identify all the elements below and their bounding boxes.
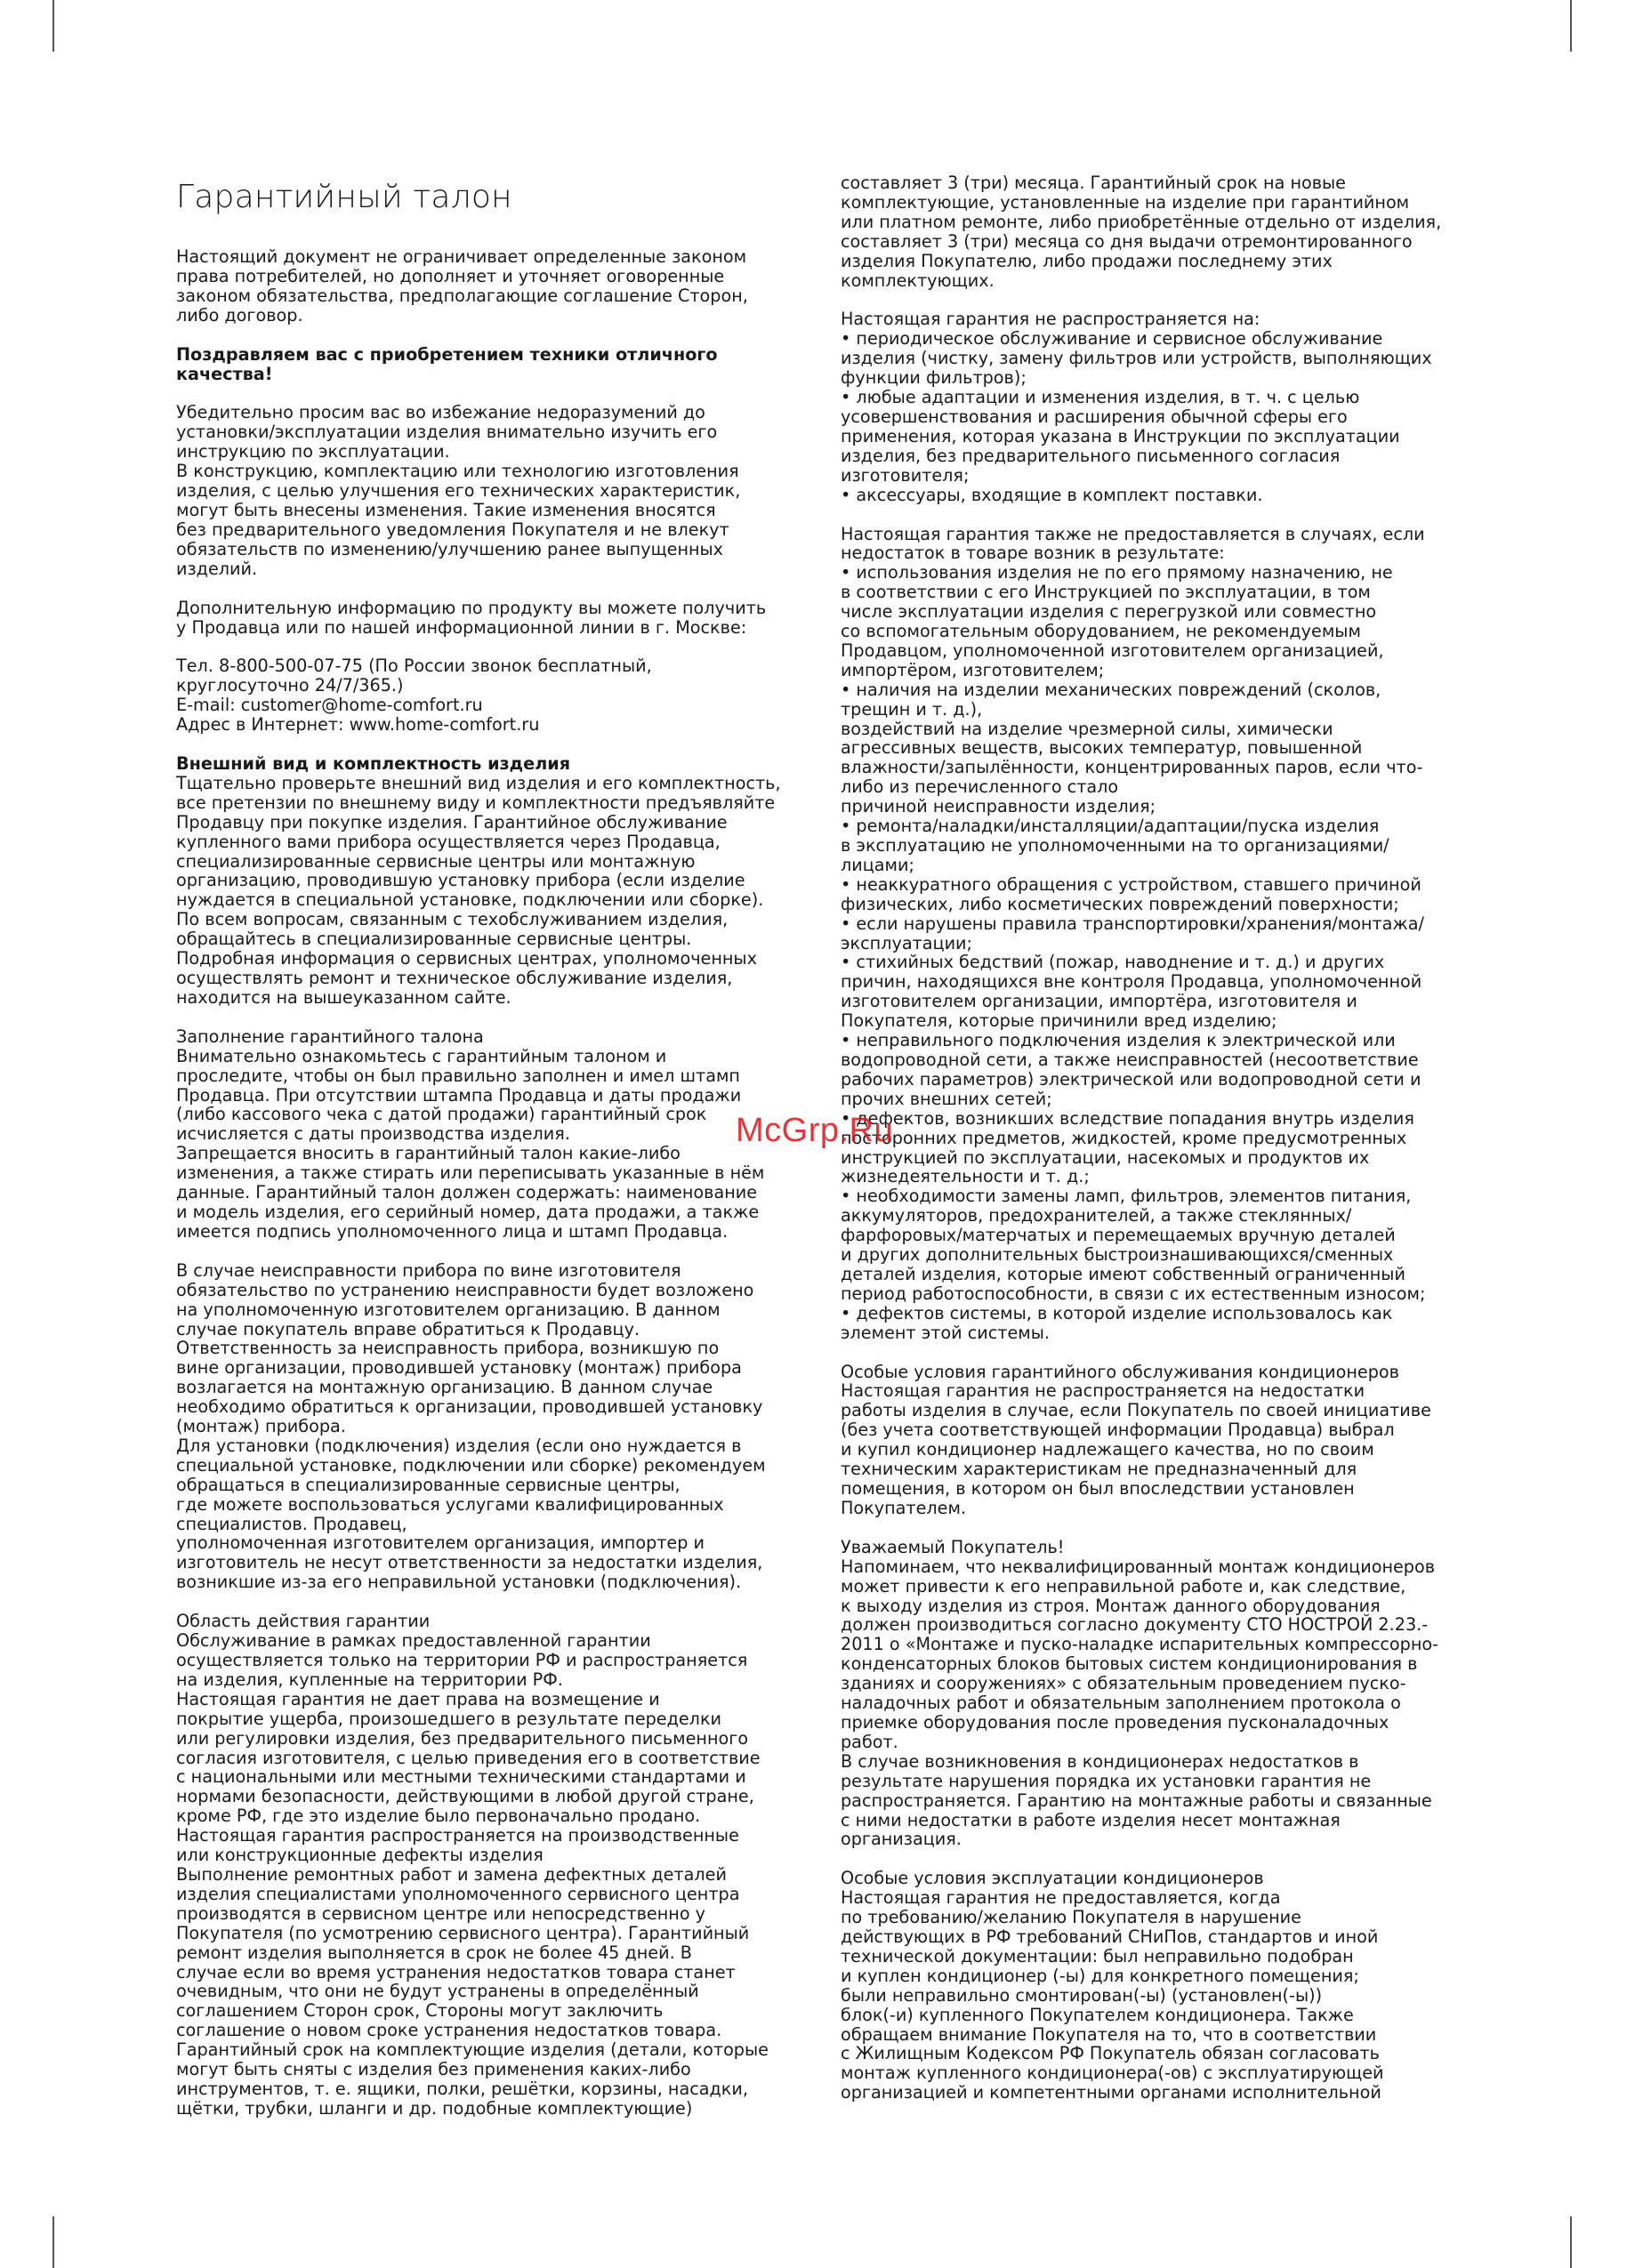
page-title: Гарантийный талон [176, 179, 512, 215]
text-line: причиной неисправности изделия; [841, 796, 1156, 817]
text-line: купленного вами прибора осуществляется через Продавца, [176, 831, 721, 852]
paragraph [176, 345, 803, 384]
text-line: Тщательно проверьте внешний вид изделия и его комплектность, [176, 772, 781, 793]
text-line: Ответственность за неисправность прибора, возникшую по [176, 1338, 720, 1359]
text-line: обязательство по устранению неисправности будет возложено [176, 1279, 754, 1300]
text-line: Уважаемый Покупатель! [841, 1536, 1065, 1557]
text-line: случае если во время устранения недостатков товара станет [176, 1961, 736, 1982]
text-line: исчисляется с даты производства изделия. [176, 1123, 570, 1145]
text-line: посторонних предметов, жидкостей, кроме предусмотренных [841, 1127, 1407, 1148]
text-line: составляет 3 (три) месяца. Гарантийный срок на новые [841, 173, 1346, 193]
text-line: распространяется. Гарантию на монтажные работы и связанные [841, 1789, 1432, 1811]
text-line: к выходу изделия из строя. Монтаж данного оборудования [841, 1595, 1381, 1616]
text-line: могут быть сняты с изделия без применения каких-либо [176, 2059, 691, 2080]
crop-mark-top-right [1570, 0, 1572, 52]
text-line: в соответствии с его Инструкцией по эксплуатации, в том [841, 582, 1371, 603]
paragraph [176, 1027, 803, 1242]
text-line: данные. Гарантийный талон должен содержать: наименование [176, 1182, 758, 1203]
text-line: • использования изделия не по его прямому назначению, не [841, 562, 1393, 583]
text-line: импортёром, изготовителем; [841, 659, 1105, 680]
text-line: • ремонта/наладки/инсталляции/адаптации/пуска изделия [841, 816, 1380, 837]
text-line: применения, которая указана в Инструкции по эксплуатации [841, 425, 1400, 446]
text-line: Заполнение гарантийного талона [176, 1025, 484, 1047]
text-line: Обслуживание в рамках предоставленной гарантии [176, 1630, 651, 1652]
left-column [176, 178, 803, 2138]
text-line: изделия, с целью улучшения его технических характеристик, [176, 480, 741, 502]
text-line: кроме РФ, где это изделие было первоначально продано. [176, 1806, 701, 1827]
text-line: обращаться в специализированные сервисные центры, [176, 1474, 681, 1495]
paragraph [176, 1612, 803, 2119]
crop-mark-top-left [52, 0, 54, 52]
text-line: конденсаторных блоков бытовых систем кондиционирования в [841, 1653, 1418, 1675]
text-line: действующих в РФ требований СНиПов, стандартов и иной [841, 1926, 1379, 1948]
text-line: (либо кассового чека с датой продажи) гарантийный срок [176, 1104, 707, 1125]
text-line: Выполнение ремонтных работ и замена дефектных деталей [176, 1863, 727, 1885]
text-line: по требованию/желанию Покупателя в нарушение [841, 1907, 1301, 1928]
text-line: недостаток в товаре возник в результате: [841, 543, 1225, 564]
text-line: Настоящая гарантия распространяется на производственные [176, 1825, 739, 1846]
text-line: Покупателя, которые причинили вред изделию; [841, 1010, 1277, 1032]
text-line: возникшие из-за его неправильной установки (подключения). [176, 1572, 742, 1593]
text-line: Поздравляем вас с приобретением техники отличного [176, 343, 718, 365]
text-line: организацию, проводившую установку прибора (если изделие [176, 870, 745, 891]
text-line: • стихийных бедствий (пожар, наводнение и т. д.) и других [841, 952, 1385, 973]
text-line: помещения, в котором он был впоследствии установлен [841, 1478, 1355, 1499]
text-line: результате нарушения порядка их установки гарантия не [841, 1770, 1372, 1791]
text-line: техническим характеристикам не предназначенный для [841, 1459, 1357, 1480]
text-line: специалистов. Продавец, [176, 1513, 407, 1534]
text-line: без предварительного уведомления Покупателя и не влекут [176, 519, 729, 540]
text-line: уполномоченная изготовителем организация, импортер и [176, 1532, 705, 1554]
watermark: McGrp.Ru [736, 1112, 894, 1149]
text-line: изготовителя; [841, 464, 970, 486]
text-line: приемке оборудования после проведения пусконаладочных [841, 1711, 1389, 1733]
text-line: работ. [841, 1731, 898, 1752]
text-line: качества! [176, 363, 273, 384]
text-line: на изделия, купленные на территории РФ. [176, 1669, 563, 1690]
text-line: инструкцию по эксплуатации. [176, 441, 450, 462]
text-line: у Продавца или по нашей информационной линии в г. Москве: [176, 616, 747, 638]
text-line: и других дополнительных быстроизнашивающихся/сменных [841, 1244, 1394, 1266]
text-line: В случае возникновения в кондиционерах недостатков в [841, 1750, 1359, 1772]
text-line: изделия Покупателю, либо продажи последнему этих [841, 250, 1333, 271]
text-line: В случае неисправности прибора по вине изготовителя [176, 1259, 681, 1281]
paragraph [176, 1261, 803, 1592]
text-line: составляет 3 (три) месяца со дня выдачи отремонтированного [841, 230, 1413, 252]
text-line: Напоминаем, что неквалифицированный монтаж кондиционеров [841, 1556, 1436, 1577]
text-line: возлагается на монтажную организацию. В данном случае [176, 1377, 713, 1398]
text-line: агрессивных веществ, высоких температур, повышенной [841, 737, 1363, 759]
text-line: Настоящая гарантия не распространяется на недостатки [841, 1380, 1365, 1402]
right-column-body [841, 173, 1468, 2103]
text-line: изделия (чистку, замену фильтров или устройств, выполняющих [841, 348, 1432, 369]
text-line: изготовитель не несут ответственности за недостатки изделия, [176, 1552, 763, 1573]
text-line: организацией и компетентными органами исполнительной [841, 2082, 1381, 2103]
text-line: Особые условия эксплуатации кондиционеров [841, 1868, 1264, 1889]
text-line: щётки, трубки, шланги и др. подобные комплектующие) [176, 2097, 693, 2119]
text-line: изделия специалистами уполномоченного сервисного центра [176, 1883, 740, 1904]
crop-mark-bottom-left [52, 2216, 54, 2268]
text-line: Покупателем. [841, 1497, 967, 1518]
text-line: изменения, а также стирать или переписывать указанные в нём [176, 1162, 765, 1184]
text-line: осуществлять ремонт и техническое обслуживание изделия, [176, 968, 733, 988]
text-line: круглосуточно 24/7/365.) [176, 675, 404, 696]
paragraph [841, 173, 1468, 290]
text-line: или регулировки изделия, без предварительного письменного [176, 1727, 749, 1749]
text-line: Покупателя (по усмотрению сервисного центра). Гарантийный [176, 1922, 750, 1943]
text-line: Адрес в Интернет: www.home-comfort.ru [176, 714, 540, 736]
text-line: соглашение о новом сроке устранения недостатков товара. [176, 2020, 722, 2041]
text-line: • дефектов, возникших вследствие попадания внутрь изделия [841, 1107, 1414, 1129]
text-line: Особые условия гарантийного обслуживания кондиционеров [841, 1361, 1399, 1382]
text-line: Настоящая гарантия не дает права на возмещение и [176, 1688, 660, 1709]
text-line: (без учета соответствующей информации Продавца) выбрал [841, 1420, 1395, 1441]
text-line: Для установки (подключения) изделия (если оно нуждается в [176, 1435, 742, 1456]
text-line: • периодическое обслуживание и сервисное обслуживание [841, 328, 1383, 350]
text-line: вине организации, проводившей установку (монтаж) прибора [176, 1357, 742, 1379]
paragraph [841, 1869, 1468, 2103]
text-line: В конструкцию, комплектацию или технологию изготовления [176, 461, 739, 482]
text-line: и купил кондиционер надлежащего качества, но по своим [841, 1439, 1374, 1460]
text-line: жизнедеятельности и т. д.; [841, 1166, 1090, 1187]
paragraph [176, 247, 803, 326]
text-line: влажности/запылённости, концентрированных паров, если что- [841, 757, 1423, 778]
text-line: • если нарушены правила транспортировки/хранения/монтажа/ [841, 913, 1424, 934]
text-line: Настоящая гарантия не распространяется на: [841, 309, 1260, 330]
text-line: лицами; [841, 854, 914, 875]
text-line: соглашением Сторон срок, Стороны могут заключить [176, 2000, 664, 2022]
text-line: период работоспособности, в связи с их естественным износом; [841, 1283, 1426, 1304]
text-line: Настоящая гарантия не предоставляется, когда [841, 1887, 1281, 1909]
text-line: • необходимости замены ламп, фильтров, элементов питания, [841, 1186, 1412, 1207]
text-line: Настоящий документ не ограничивает определенные законом [176, 246, 747, 267]
text-line: инструментов, т. е. ящики, полки, решётки, корзины, насадки, [176, 2078, 748, 2099]
text-line: Продавцу при покупке изделия. Гарантийное обслуживание [176, 811, 728, 832]
text-line: с Жилищным Кодексом РФ Покупатель обязан согласовать [841, 2043, 1380, 2064]
text-line: фарфоровых/матерчатых и перемещаемых вручную деталей [841, 1225, 1396, 1246]
text-line: Тел. 8-800-500-07-75 (По России звонок бесплатный, [176, 655, 652, 677]
text-line: может привести к его неправильной работе и, как следствие, [841, 1575, 1406, 1596]
text-line: инструкцией по эксплуатации, насекомых и продуктов их [841, 1146, 1370, 1168]
text-line: либо из перечисленного стало [841, 776, 1119, 798]
text-line: Дополнительную информацию по продукту вы можете получить [176, 597, 767, 618]
text-line: Убедительно просим вас во избежание недоразумений до [176, 402, 705, 423]
text-line: Внимательно ознакомьтесь с гарантийным талоном и [176, 1045, 667, 1066]
text-line: необходимо обратиться к организации, проводившей установку [176, 1396, 763, 1418]
text-line: причин, находящихся вне контроля Продавца, уполномоченной [841, 971, 1422, 993]
paragraph [841, 525, 1468, 1343]
text-line: изготовителем организации, импортёра, изготовителя и [841, 991, 1357, 1012]
text-line: аккумуляторов, предохранителей, а также стеклянных/ [841, 1205, 1352, 1226]
text-line: зданиях и сооружениях» с обязательным проведением пуско- [841, 1673, 1406, 1694]
text-line: 2011 о «Монтаже и пуско-наладке испарительных компрессорно- [841, 1634, 1439, 1655]
crop-mark-bottom-right [1570, 2216, 1572, 2268]
text-line: E-mail: customer@home-comfort.ru [176, 695, 483, 716]
text-line: эксплуатации; [841, 932, 972, 953]
text-line: водопроводной сети, а также неисправностей (несоответствие [841, 1049, 1419, 1070]
text-line: Настоящая гарантия также не предоставляется в случаях, если [841, 523, 1425, 544]
text-line: усовершенствования и расширения обычной сферы его [841, 406, 1348, 427]
text-line: нуждается в специальной установке, подключении или сборке). [176, 889, 764, 911]
text-line: с национальными или местными техническими стандартами и [176, 1766, 746, 1788]
text-line: и куплен кондиционер (-ы) для конкретного помещения; [841, 1965, 1359, 1986]
text-line: проследите, чтобы он был правильно заполнен и имел штамп [176, 1065, 740, 1086]
text-line: должен производиться согласно документу СТО НОСТРОЙ 2.23.- [841, 1614, 1429, 1636]
paragraph [176, 656, 803, 735]
text-line: обращаем внимание Покупателя на то, что в соответствии [841, 2023, 1377, 2045]
text-line: законом обязательства, предполагающие соглашение Сторон, [176, 285, 748, 306]
paragraph [841, 1363, 1468, 1518]
text-line: в эксплуатацию не уполномоченными на то организациями/ [841, 835, 1389, 856]
text-line: функции фильтров); [841, 367, 1027, 389]
text-line: осуществляется только на территории РФ и распространяется [176, 1650, 748, 1670]
text-line: Запрещается вносить в гарантийный талон какие-либо [176, 1143, 681, 1164]
text-line: все претензии по внешнему виду и комплектности предъявляйте [176, 792, 776, 813]
text-line: деталей изделия, которые имеют собственный ограниченный [841, 1263, 1405, 1284]
text-line: • наличия на изделии механических повреждений (сколов, [841, 679, 1381, 700]
text-line: По всем вопросам, связанным с техобслуживанием изделия, [176, 909, 729, 930]
text-line: с ними недостатки в работе изделия несет монтажная [841, 1809, 1341, 1830]
text-line: производятся в сервисном центре или непосредственно у [176, 1902, 706, 1924]
text-line: обязательств по изменению/улучшению ранее выпущенных [176, 538, 724, 559]
text-line: прочих внешних сетей; [841, 1088, 1052, 1109]
text-line: Гарантийный срок на комплектующие изделия (детали, которые [176, 2039, 769, 2061]
text-line: Подробная информация о сервисных центрах, уполномоченных [176, 948, 757, 969]
text-line: могут быть внесены изменения. Такие изменения вносятся [176, 499, 716, 520]
text-line: Внешний вид и комплектность изделия [176, 753, 571, 775]
text-line: монтаж купленного кондиционера(-ов) с эксплуатирующей [841, 2063, 1384, 2084]
text-line: (монтаж) прибора. [176, 1416, 346, 1437]
text-line: покрытие ущерба, произошедшего в результате переделки [176, 1708, 722, 1729]
text-line: технической документации: был неправильно подобран [841, 1945, 1354, 1966]
text-line: установки/эксплуатации изделия внимательно изучить его [176, 422, 718, 443]
text-line: изделия, без предварительного письменного согласия [841, 445, 1341, 466]
text-line: Продавцом, уполномоченной изготовителем организацией, [841, 639, 1384, 661]
text-line: ремонт изделия выполняется в срок не более 45 дней. В [176, 1942, 692, 1963]
text-line: комплектующих. [841, 269, 995, 291]
paragraph [176, 599, 803, 638]
text-line: комплектующие, установленные на изделие при гарантийном [841, 191, 1410, 213]
paragraph [176, 754, 803, 1008]
text-line: обращайтесь в специализированные сервисные центры. [176, 929, 692, 950]
text-line: числе эксплуатации изделия с перегрузкой или совместно [841, 601, 1377, 623]
text-line: со вспомогательным оборудованием, не рекомендуемым [841, 621, 1361, 642]
text-line: нормами безопасности, действующими в любой другой стране, [176, 1786, 754, 1807]
text-line: согласия изготовителя, с целью приведения его в соответствие [176, 1747, 761, 1768]
text-line: специальной установке, подключении или сборке) рекомендуем [176, 1454, 766, 1476]
text-line: права потребителей, но дополняет и уточняет оговоренные [176, 265, 725, 286]
text-line: находится на вышеуказанном сайте. [176, 986, 511, 1008]
text-line: изделий. [176, 558, 258, 579]
text-line: блок(-и) купленного Покупателем кондиционера. Также [841, 2004, 1354, 2025]
text-line: на уполномоченную изготовителем организацию. В данном [176, 1299, 721, 1320]
text-line: наладочных работ и обязательным заполнением протокола о [841, 1693, 1401, 1714]
paragraph [841, 310, 1468, 504]
paragraph [841, 1538, 1468, 1850]
text-line: специализированные сервисные центры или монтажную [176, 850, 696, 872]
text-line: • дефектов системы, в которой изделие использовалось как [841, 1302, 1393, 1323]
text-line: • неаккуратного обращения с устройством, ставшего причиной [841, 873, 1422, 895]
right-column [841, 173, 1468, 2122]
text-line: физических, либо косметических повреждений поверхности; [841, 893, 1399, 914]
text-line: где можете воспользоваться услугами квалифицированных [176, 1493, 724, 1515]
left-column-body [176, 247, 803, 2119]
text-line: имеется подпись уполномоченного лица и штамп Продавца. [176, 1220, 729, 1242]
text-line: • неправильного подключения изделия к электрической или [841, 1030, 1396, 1051]
text-line: Область действия гарантии [176, 1611, 431, 1632]
text-line: трещин и т. д.), [841, 698, 983, 720]
paragraph [176, 403, 803, 578]
text-line: случае покупатель вправе обратиться к Продавцу. [176, 1318, 640, 1339]
text-line: и модель изделия, его серийный номер, дата продажи, а также [176, 1201, 760, 1222]
text-line: работы изделия в случае, если Покупатель по своей инициативе [841, 1400, 1431, 1421]
text-line: или конструкционные дефекты изделия [176, 1845, 544, 1866]
text-line: элемент этой системы. [841, 1322, 1050, 1343]
text-line: либо договор. [176, 304, 303, 326]
text-line: • аксессуары, входящие в комплект поставки. [841, 484, 1263, 505]
text-line: или платном ремонте, либо приобретённые отдельно от изделия, [841, 211, 1442, 232]
text-line: воздействий на изделие чрезмерной силы, химически [841, 718, 1333, 739]
text-line: были неправильно смонтирован(-ы) (установлен(-ы)) [841, 1984, 1323, 2006]
text-line: • любые адаптации и изменения изделия, в т. ч. с целью [841, 387, 1360, 408]
text-line: организация. [841, 1829, 962, 1850]
text-line: очевидным, что они не будут устранены в определённый [176, 1981, 699, 2002]
text-line: Продавца. При отсутствии штампа Продавца и даты продажи [176, 1084, 742, 1106]
text-line: рабочих параметров) электрической или водопроводной сети и [841, 1068, 1422, 1090]
